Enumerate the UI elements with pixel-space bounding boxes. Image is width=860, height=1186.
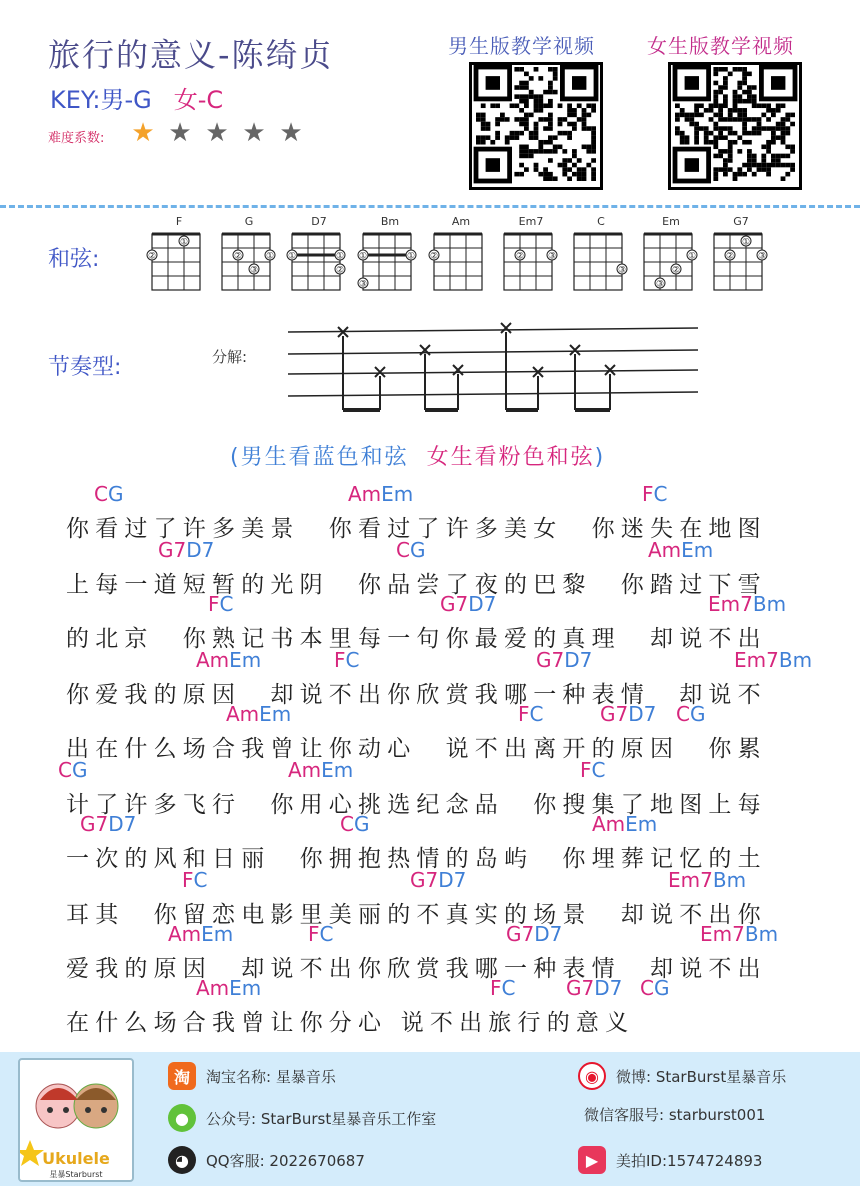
difficulty-stars — [130, 120, 304, 146]
wechat-row — [168, 1104, 436, 1132]
difficulty-star: ★ — [205, 118, 229, 148]
svg-text:②: ② — [515, 251, 525, 262]
chord-marker — [396, 538, 425, 562]
chord-name: Bm — [380, 215, 400, 228]
female-chord: C — [58, 758, 72, 782]
chord-name: Am — [451, 215, 471, 228]
chord-bm — [355, 214, 425, 304]
female-chord: F — [334, 648, 346, 672]
lyric-line: 出在什么场合我曾让你动心 说不出离开的原因 你累 — [66, 736, 767, 762]
chord-name: G — [244, 215, 254, 228]
chord-fretboard — [144, 230, 214, 304]
chord-marker — [94, 482, 123, 506]
male-chord: Bm — [712, 868, 747, 892]
meipai-text: 美拍ID:1574724893 — [616, 1151, 763, 1170]
chords-label: 和弦: — [48, 247, 100, 272]
svg-text:③: ③ — [655, 279, 665, 290]
rhythm-label: 节奏型: — [48, 355, 122, 380]
chord-name: Em — [662, 215, 680, 228]
male-chord: Bm — [752, 592, 787, 616]
male-chord: C — [591, 758, 606, 782]
lyric-line: 耳其 你留恋电影里美丽的不真实的场景 却说不出你 — [66, 902, 767, 928]
female-chord: C — [340, 812, 354, 836]
svg-text:③: ③ — [757, 251, 767, 262]
wechat-icon: ● — [168, 1104, 196, 1132]
female-chord: Am — [196, 648, 230, 672]
chord-am — [426, 214, 496, 304]
chord-marker — [58, 758, 87, 782]
female-chord: F — [182, 868, 194, 892]
female-chord: C — [94, 482, 108, 506]
chord-marker — [592, 812, 657, 836]
female-chord: F — [308, 922, 320, 946]
key-female: 女-C — [173, 86, 224, 114]
chord-fretboard — [426, 230, 496, 304]
female-chord: C — [640, 976, 654, 1000]
weibo-text: 微博: StarBurst星暴音乐 — [616, 1067, 787, 1086]
chord-fretboard — [636, 230, 706, 304]
svg-text:②: ② — [233, 251, 243, 262]
chord-marker — [348, 482, 413, 506]
chord-marker — [440, 592, 496, 616]
lyric-line: 的北京 你熟记书本里每一句你最爱的真理 却说不出 — [66, 626, 767, 652]
female-chord: Am — [592, 812, 626, 836]
chord-fretboard — [284, 230, 354, 304]
chord-marker — [208, 592, 233, 616]
chord-marker — [80, 812, 136, 836]
male-chord: Em — [229, 976, 262, 1000]
chord-marker — [642, 482, 667, 506]
chord-marker — [700, 922, 778, 946]
lyric-line: 你爱我的原因 却说不出你欣赏我哪一种表情 却说不 — [66, 682, 767, 708]
svg-text:②: ② — [147, 251, 157, 262]
chord-marker — [518, 702, 543, 726]
ukulele-logo — [18, 1058, 134, 1182]
taobao-icon: 淘 — [168, 1062, 196, 1090]
male-chord: D7 — [594, 976, 623, 1000]
male-chord: G — [653, 976, 670, 1000]
male-chord: Bm — [744, 922, 779, 946]
female-chord: Am — [648, 538, 682, 562]
female-chord: F — [208, 592, 220, 616]
female-chord: G7 — [566, 976, 595, 1000]
female-chord: G7 — [410, 868, 439, 892]
svg-text:③: ③ — [249, 265, 259, 276]
male-chord: Em — [381, 482, 414, 506]
male-chord: Em — [201, 922, 234, 946]
female-chord: F — [490, 976, 502, 1000]
male-chord: C — [193, 868, 208, 892]
svg-text:①: ① — [179, 237, 189, 248]
svg-text:①: ① — [687, 251, 697, 262]
chord-marker — [600, 702, 656, 726]
male-video-label: 男生版教学视频 — [448, 34, 595, 58]
chord-marker — [288, 758, 353, 782]
male-chord: Em — [681, 538, 714, 562]
chord-fretboard — [496, 230, 566, 304]
male-chord: C — [501, 976, 516, 1000]
qq-penguin-icon: ◕ — [168, 1146, 196, 1174]
male-chord: G — [409, 538, 426, 562]
male-color-note: 男生看蓝色和弦 — [240, 445, 409, 470]
difficulty-star: ★ — [279, 118, 303, 148]
weibo-icon: ◉ — [578, 1062, 606, 1090]
male-chord: D7 — [438, 868, 467, 892]
female-chord: Em7 — [734, 648, 779, 672]
wechat-service-row — [584, 1104, 765, 1125]
section-divider — [0, 205, 860, 208]
chord-marker — [676, 702, 705, 726]
wechat-text: 公众号: StarBurst星暴音乐工作室 — [206, 1109, 437, 1128]
taobao-row — [168, 1062, 336, 1090]
chord-name: G7 — [733, 215, 749, 228]
rhythm-pattern-diagram — [288, 320, 708, 420]
female-color-note: 女生看粉色和弦 — [426, 445, 595, 470]
male-chord: Em — [259, 702, 292, 726]
female-chord: Am — [168, 922, 202, 946]
chord-em — [636, 214, 706, 304]
svg-text:①: ① — [265, 251, 275, 262]
female-chord: G7 — [506, 922, 535, 946]
female-video-label: 女生版教学视频 — [647, 34, 794, 58]
chord-marker — [640, 976, 669, 1000]
svg-text:①: ① — [358, 251, 368, 262]
male-video-qr-code[interactable] — [469, 62, 603, 190]
chord-name: F — [175, 215, 183, 228]
chord-name: Em7 — [518, 215, 544, 228]
female-chord: G7 — [80, 812, 109, 836]
chord-marker — [334, 648, 359, 672]
chord-marker — [580, 758, 605, 782]
taobao-text: 淘宝名称: 星暴音乐 — [206, 1067, 336, 1086]
chord-marker — [340, 812, 369, 836]
difficulty-star: ★ — [242, 118, 266, 148]
difficulty-label: 难度系数: — [48, 131, 105, 146]
difficulty-star: ★ — [168, 118, 192, 148]
chord-marker — [506, 922, 562, 946]
meipai-row — [578, 1146, 762, 1174]
logo-subtext: 星暴Starburst — [49, 1170, 103, 1179]
lyric-line: 爱我的原因 却说不出你欣赏我哪一种表情 却说不出 — [66, 956, 767, 982]
female-chord: Am — [288, 758, 322, 782]
chord-d7 — [284, 214, 354, 304]
svg-text:③: ③ — [617, 265, 627, 276]
weibo-row — [578, 1062, 786, 1090]
fingerpicking-label: 分解: — [212, 348, 248, 366]
male-chord: D7 — [108, 812, 137, 836]
lyric-line: 一次的风和日丽 你拥抱热情的岛屿 你埋葬记忆的土 — [66, 846, 767, 872]
chord-marker — [196, 976, 261, 1000]
female-chord: Am — [226, 702, 260, 726]
female-video-qr-code[interactable] — [668, 62, 802, 190]
chord-marker — [158, 538, 214, 562]
male-chord: C — [319, 922, 334, 946]
male-chord: C — [653, 482, 668, 506]
chord-marker — [308, 922, 333, 946]
chord-fretboard — [355, 230, 425, 304]
chord-fretboard — [706, 230, 776, 304]
svg-text:②: ② — [725, 251, 735, 262]
chord-marker — [536, 648, 592, 672]
chord-marker — [168, 922, 233, 946]
svg-text:①: ① — [741, 237, 751, 248]
female-chord: C — [396, 538, 410, 562]
svg-text:②: ② — [335, 265, 345, 276]
chord-name: D7 — [311, 215, 327, 228]
male-chord: G — [71, 758, 88, 782]
svg-text:①: ① — [287, 251, 297, 262]
female-chord: Am — [196, 976, 230, 1000]
male-chord: G — [107, 482, 124, 506]
qq-row — [168, 1146, 365, 1174]
male-chord: C — [345, 648, 360, 672]
chord-f — [144, 214, 214, 304]
svg-text:②: ② — [671, 265, 681, 276]
key-info — [50, 80, 223, 115]
female-chord: F — [518, 702, 530, 726]
svg-text:③: ③ — [547, 251, 557, 262]
svg-text:③: ③ — [358, 279, 368, 290]
lyric-line: 计了许多飞行 你用心挑选纪念品 你搜集了地图上每 — [66, 792, 767, 818]
chord-fretboard — [214, 230, 284, 304]
female-chord: C — [676, 702, 690, 726]
key-male: 男-G — [100, 86, 152, 114]
chord-marker — [668, 868, 746, 892]
male-chord: Em — [321, 758, 354, 782]
male-chord: Em — [625, 812, 658, 836]
female-chord: F — [580, 758, 592, 782]
chord-fretboard — [566, 230, 636, 304]
female-chord: G7 — [440, 592, 469, 616]
color-legend-note: (男生看蓝色和弦 女生看粉色和弦) — [230, 445, 606, 470]
wechat-service-text: 微信客服号: starburst001 — [584, 1106, 766, 1124]
svg-text:②: ② — [429, 251, 439, 262]
chord-marker — [226, 702, 291, 726]
male-chord: D7 — [564, 648, 593, 672]
svg-text:①: ① — [406, 251, 416, 262]
qq-text: QQ客服: 2022670687 — [206, 1151, 365, 1170]
chord-g7 — [706, 214, 776, 304]
male-chord: C — [219, 592, 234, 616]
female-chord: F — [642, 482, 654, 506]
chord-marker — [182, 868, 207, 892]
chord-marker — [410, 868, 466, 892]
male-chord: D7 — [534, 922, 563, 946]
chord-marker — [708, 592, 786, 616]
chord-marker — [566, 976, 622, 1000]
male-chord: C — [529, 702, 544, 726]
lyric-line: 你看过了许多美景 你看过了许多美女 你迷失在地图 — [66, 516, 767, 542]
lyric-line: 在什么场合我曾让你分心 说不出旅行的意义 — [66, 1010, 635, 1036]
meipai-camera-icon: ▶ — [578, 1146, 606, 1174]
male-chord: D7 — [628, 702, 657, 726]
male-chord: G — [353, 812, 370, 836]
chord-em7 — [496, 214, 566, 304]
key-label: KEY: — [50, 86, 101, 114]
female-chord: Em7 — [708, 592, 753, 616]
lyric-line: 上每一道短暂的光阴 你品尝了夜的巴黎 你踏过下雪 — [66, 572, 767, 598]
chord-name: C — [597, 215, 605, 228]
female-chord: Em7 — [700, 922, 745, 946]
male-chord: Bm — [778, 648, 813, 672]
song-title: 旅行的意义-陈绮贞 — [48, 36, 334, 74]
male-chord: D7 — [468, 592, 497, 616]
male-chord: G — [689, 702, 706, 726]
chord-marker — [648, 538, 713, 562]
difficulty-star: ★ — [131, 118, 155, 148]
female-chord: G7 — [536, 648, 565, 672]
male-chord: Em — [229, 648, 262, 672]
chord-c — [566, 214, 636, 304]
chord-g — [214, 214, 284, 304]
female-chord: Am — [348, 482, 382, 506]
svg-text:①: ① — [335, 251, 345, 262]
chord-marker — [490, 976, 515, 1000]
chord-marker — [196, 648, 261, 672]
chord-marker — [734, 648, 812, 672]
logo-text: Ukulele — [42, 1149, 110, 1168]
female-chord: Em7 — [668, 868, 713, 892]
female-chord: G7 — [158, 538, 187, 562]
male-chord: D7 — [186, 538, 215, 562]
female-chord: G7 — [600, 702, 629, 726]
